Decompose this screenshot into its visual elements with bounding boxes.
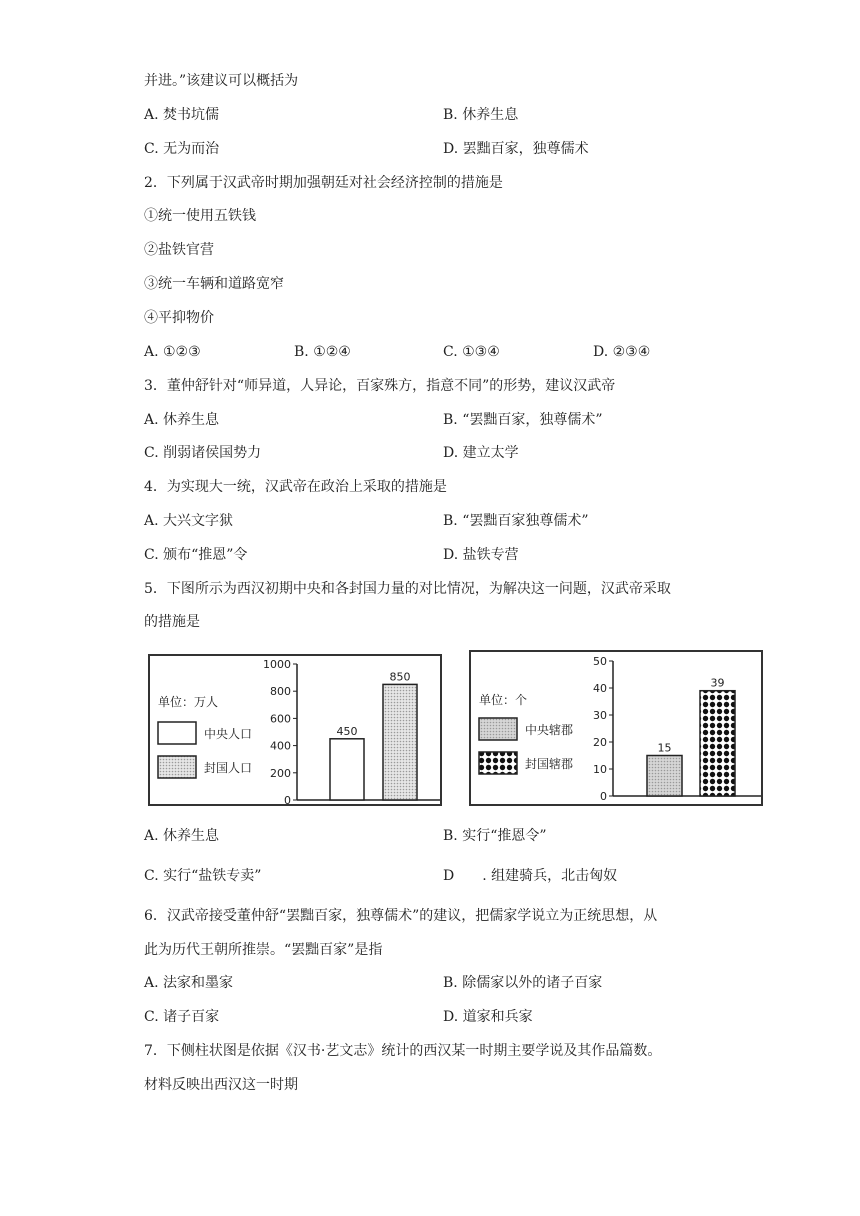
y-tick-label: 400 [270, 739, 291, 753]
q7-stem-line2: 材料反映出西汉这一时期 [144, 1077, 298, 1093]
unit-label: 单位：个 [479, 693, 528, 707]
q3-option-d: D. 建立太学 [443, 445, 519, 461]
y-tick-label: 800 [270, 685, 291, 699]
q2-option-d: D. ②③④ [593, 344, 651, 360]
y-tick-label: 20 [593, 736, 607, 749]
q2-option-b: B. ①②④ [294, 344, 351, 360]
bar [647, 756, 682, 797]
q3-stem: 3．董仲舒针对“师异道，人异论，百家殊方，指意不同”的形势，建议汉武帝 [144, 378, 616, 394]
q3-option-b: B. “罢黜百家，独尊儒术” [443, 412, 603, 428]
legend-swatch [158, 722, 196, 744]
population-chart [148, 654, 442, 806]
bar-value-label: 15 [657, 741, 672, 755]
q2-item-1: ①统一使用五铁钱 [144, 208, 256, 224]
q5-option-c: C. 实行“盐铁专卖” [144, 868, 262, 884]
y-tick-label: 30 [593, 709, 607, 722]
y-tick-label: 50 [593, 655, 607, 668]
q5-stem-line1: 5．下图所示为西汉初期中央和各封国力量的对比情况，为解决这一问题，汉武帝采取 [144, 581, 671, 597]
q2-item-2: ②盐铁官营 [144, 242, 214, 258]
y-tick-label: 600 [270, 712, 291, 726]
legend-label: 封国人口 [204, 761, 253, 775]
q6-option-c: C. 诸子百家 [144, 1009, 220, 1025]
q4-option-c: C. 颁布“推恩”令 [144, 547, 248, 563]
q7-stem-line1: 7．下侧柱状图是依据《汉书·艺文志》统计的西汉某一时期主要学说及其作品篇数。 [144, 1043, 662, 1059]
q2-stem: 2．下列属于汉武帝时期加强朝廷对社会经济控制的措施是 [144, 175, 503, 191]
q6-stem-line2: 此为历代王朝所推崇。“罢黜百家”是指 [144, 942, 383, 958]
q6-stem-line1: 6．汉武帝接受董仲舒“罢黜百家，独尊儒术”的建议，把儒家学说立为正统思想，从 [144, 908, 658, 924]
unit-label: 单位：万人 [158, 695, 219, 709]
q1-option-d: D. 罢黜百家，独尊儒术 [443, 141, 589, 157]
y-tick-label: 0 [284, 794, 291, 804]
y-tick-label: 40 [593, 682, 607, 695]
q5-option-a: A. 休养生息 [144, 828, 220, 844]
bar [383, 684, 417, 800]
q4-option-a: A. 大兴文字狱 [144, 513, 234, 529]
y-tick-label: 10 [593, 763, 607, 776]
legend-swatch [479, 752, 517, 774]
legend-label: 封国辖郡 [525, 757, 574, 771]
intro-line: 并进。”该建议可以概括为 [144, 73, 299, 89]
bar [330, 739, 364, 800]
q2-item-3: ③统一车辆和道路宽窄 [144, 276, 284, 292]
q1-option-b: B. 休养生息 [443, 107, 519, 123]
q6-option-a: A. 法家和墨家 [144, 975, 234, 991]
q4-stem: 4．为实现大一统，汉武帝在政治上采取的措施是 [144, 479, 447, 495]
q1-option-a: A. 焚书坑儒 [144, 107, 220, 123]
q3-option-c: C. 削弱诸侯国势力 [144, 445, 262, 461]
y-tick-label: 200 [270, 766, 291, 780]
legend-swatch [479, 718, 517, 740]
q6-option-d: D. 道家和兵家 [443, 1009, 533, 1025]
q2-option-c: C. ①③④ [443, 344, 500, 360]
commandery-chart [469, 650, 763, 806]
bar-value-label: 39 [710, 676, 725, 690]
q4-option-b: B. “罢黜百家独尊儒术” [443, 513, 589, 529]
bar [700, 691, 735, 796]
legend-swatch [158, 756, 196, 778]
commandery-chart-svg [471, 652, 761, 804]
q3-option-a: A. 休养生息 [144, 412, 220, 428]
bar-value-label: 850 [389, 670, 411, 684]
legend-label: 中央人口 [204, 727, 253, 741]
q2-option-a: A. ①②③ [144, 344, 201, 360]
bar-value-label: 450 [336, 724, 358, 738]
q6-option-b: B. 除儒家以外的诸子百家 [443, 975, 603, 991]
q2-item-4: ④平抑物价 [144, 310, 214, 326]
q1-option-c: C. 无为而治 [144, 141, 220, 157]
y-tick-label: 1000 [263, 658, 291, 671]
q5-option-d: D . 组建骑兵，北击匈奴 [443, 868, 618, 884]
y-tick-label: 0 [600, 790, 607, 803]
q5-option-b: B. 实行“推恩令” [443, 828, 547, 844]
population-chart-svg [150, 656, 440, 804]
legend-label: 中央辖郡 [525, 723, 574, 737]
q5-stem-line2: 的措施是 [144, 614, 200, 630]
q4-option-d: D. 盐铁专营 [443, 547, 519, 563]
